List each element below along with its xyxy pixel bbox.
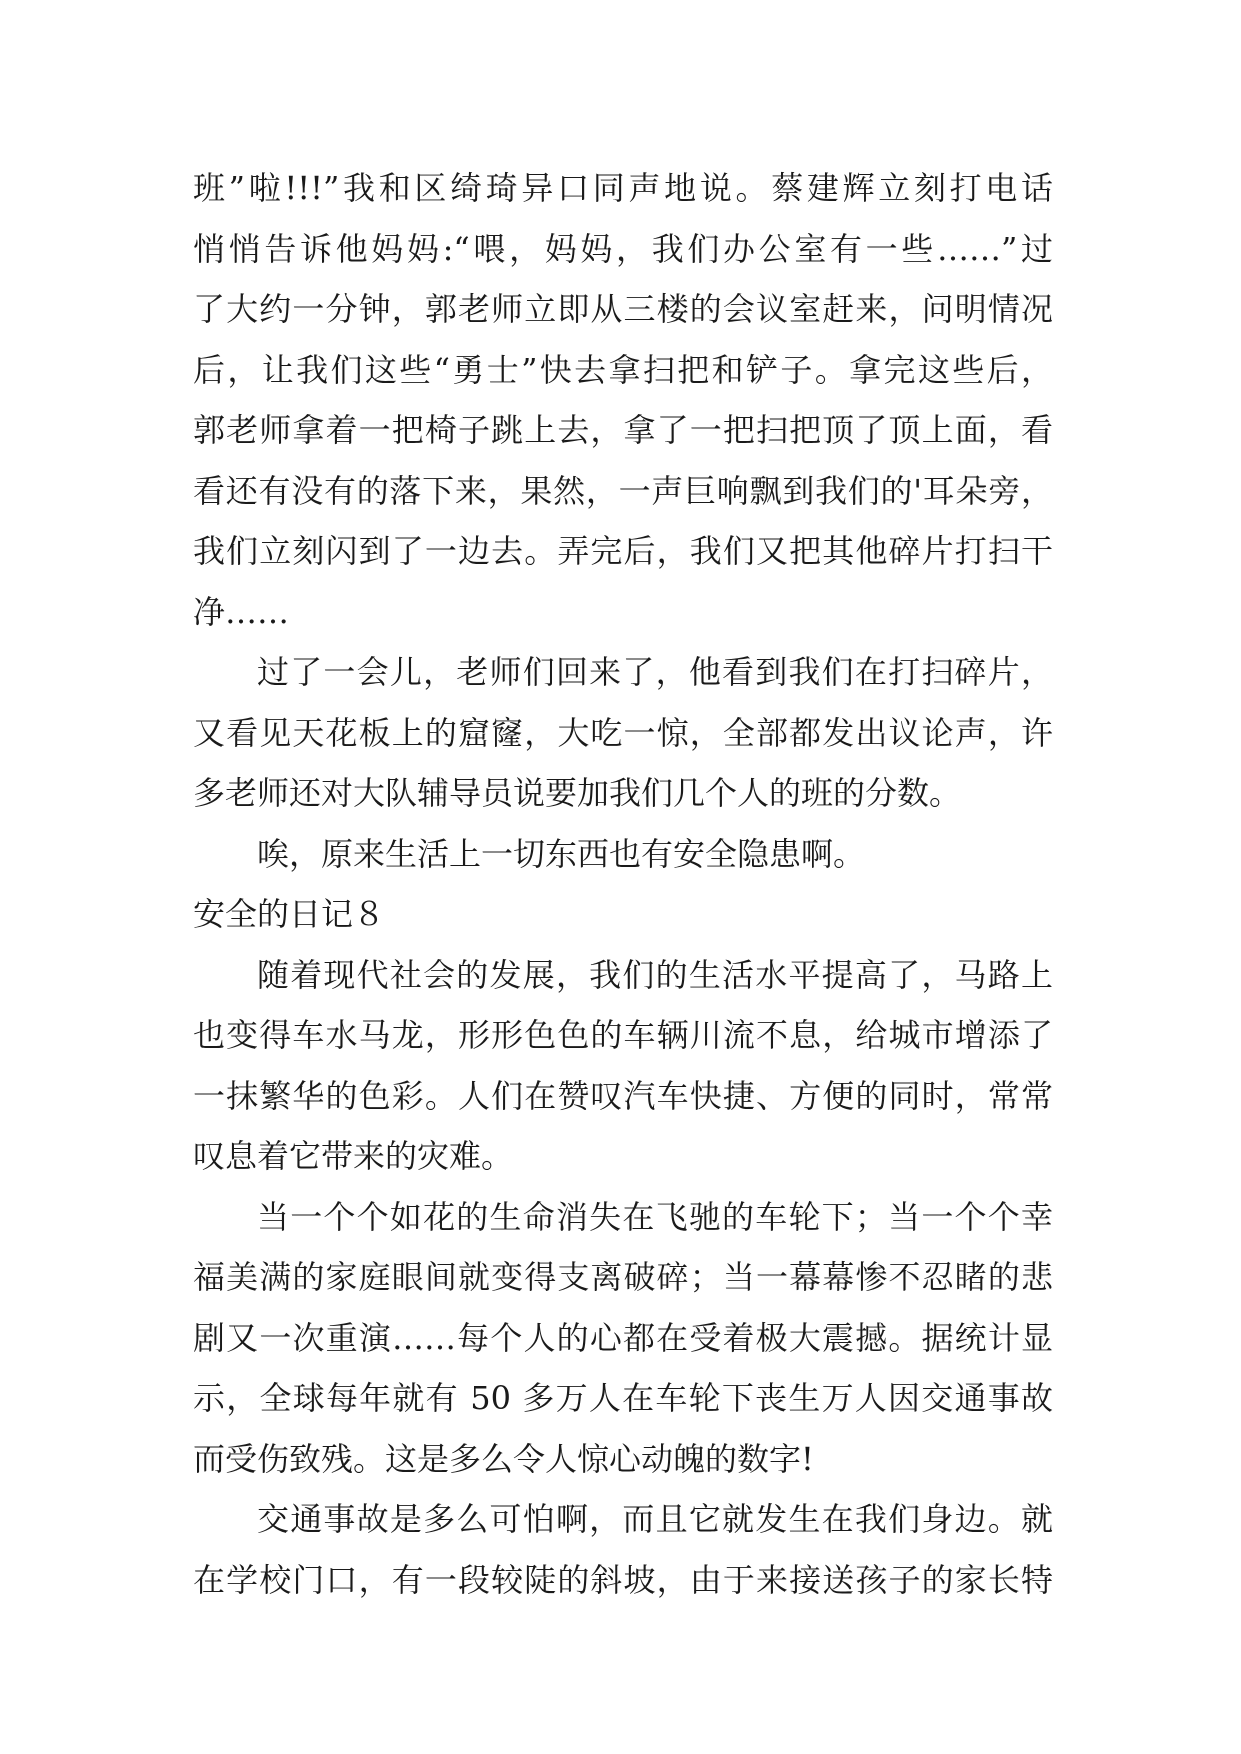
text-line: 交通事故是多么可怕啊，而且它就发生在我们身边。就 (257, 1500, 1053, 1538)
text-line: 示，全球每年就有 50 多万人在车轮下丧生万人因交通事故 (193, 1379, 1053, 1417)
text-line: 叹息着它带来的灾难。 (193, 1137, 514, 1175)
text-line: 悄悄告诉他妈妈:“喂，妈妈，我们办公室有一些……”过 (193, 229, 1053, 268)
text-line: 随着现代社会的发展，我们的生活水平提高了，马路上 (257, 955, 1053, 994)
text-line: 后，让我们这些“勇士”快去拿扫把和铲子。拿完这些后， (193, 350, 1053, 389)
text-line: 郭老师拿着一把椅子跳上去，拿了一把扫把顶了顶上面，看 (193, 411, 1053, 449)
text-line: 看还有没有的落下来，果然，一声巨响飘到我们的'耳朵旁， (193, 471, 1053, 510)
text-line: 剧又一次重演……每个人的心都在受着极大震撼。据统计显 (193, 1318, 1053, 1357)
text-line: 福美满的家庭眼间就变得支离破碎；当一幕幕惨不忍睹的悲 (193, 1258, 1053, 1296)
text-line: 而受伤致残。这是多么令人惊心动魄的数字! (193, 1439, 814, 1478)
text-line: 了大约一分钟，郭老师立即从三楼的会议室赶来，问明情况 (193, 290, 1053, 328)
text-line: 过了一会儿，老师们回来了，他看到我们在打扫碎片， (257, 653, 1053, 691)
section-heading: 安全的日记８ (193, 895, 386, 933)
text-line: 唉，原来生活上一切东西也有安全隐患啊。 (257, 834, 866, 873)
document-body (193, 158, 1053, 1610)
text-line: 也变得车水马龙，形形色色的车辆川流不息，给城市增添了 (193, 1016, 1053, 1054)
text-line: 我们立刻闪到了一边去。弄完后，我们又把其他碎片打扫干 (193, 532, 1053, 570)
text-line: 净…… (193, 592, 290, 631)
text-line: 在学校门口，有一段较陡的斜坡，由于来接送孩子的家长特 (193, 1560, 1053, 1599)
text-line: 班”啦!!!”我和区绮琦异口同声地说。蔡建辉立刻打电话 (193, 169, 1053, 207)
text-line: 一抹繁华的色彩。人们在赞叹汽车快捷、方便的同时，常常 (193, 1076, 1053, 1115)
text-line: 又看见天花板上的窟窿，大吃一惊，全部都发出议论声，许 (193, 713, 1053, 752)
text-line: 多老师还对大队辅导员说要加我们几个人的班的分数。 (193, 774, 962, 812)
text-line: 当一个个如花的生命消失在飞驰的车轮下；当一个个幸 (257, 1197, 1053, 1236)
